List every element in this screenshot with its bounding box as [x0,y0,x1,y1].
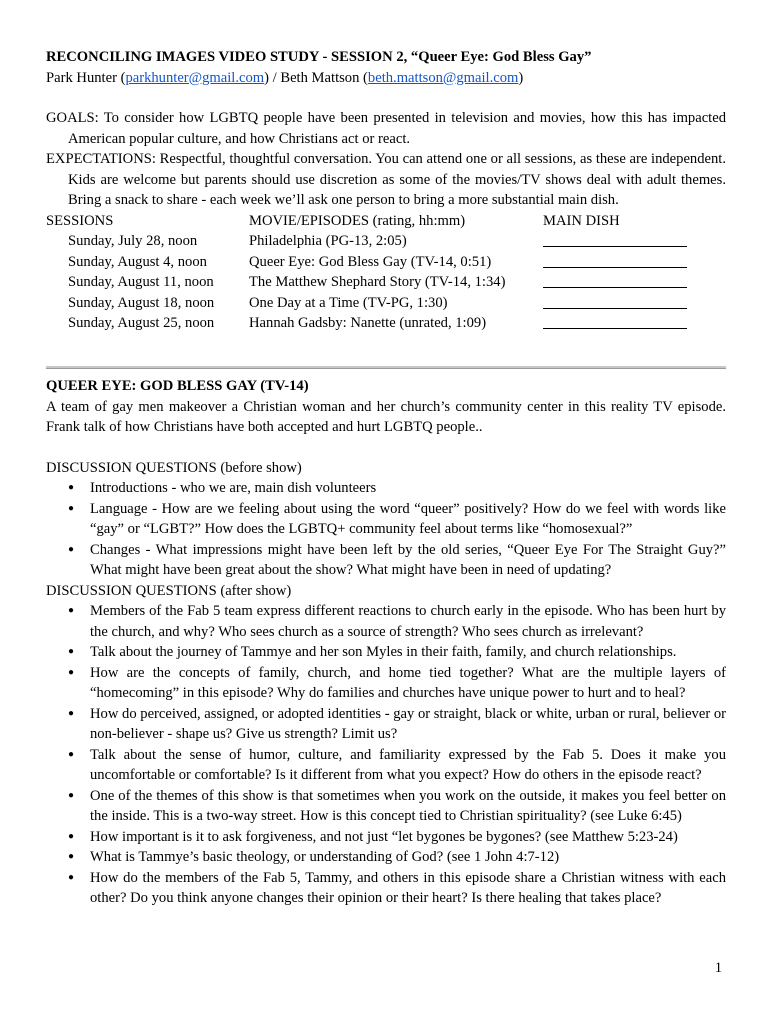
list-item: ● How are the concepts of family, church, and home tied together? What are the multiple layers of “homecoming” in this episode? Why do families and churches have unique power to hurt and to heal? [68,664,726,701]
episode-section [46,376,726,909]
session-date: Sunday, July 28, noon [68,233,198,249]
dish-blank-line[interactable] [543,328,687,329]
bullet-icon: ● [68,707,75,719]
session-movie: The Matthew Shephard Story (TV-14, 1:34) [249,274,506,290]
dish-blank-line[interactable] [543,308,687,309]
session-movie: Hannah Gadsby: Nanette (unrated, 1:09) [249,315,487,331]
before-questions-heading: DISCUSSION QUESTIONS (before show) [46,459,302,476]
session-movie: Philadelphia (PG-13, 2:05) [249,233,407,249]
bullet-icon: ● [68,482,75,493]
session-row [46,231,726,252]
dish-blank-line[interactable] [543,287,687,288]
after-questions-heading: DISCUSSION QUESTIONS (after show) [46,582,292,599]
session-date: Sunday, August 11, noon [68,274,214,290]
list-item: ● How important is it to ask forgiveness, and not just “let bygones be bygones? (see Matthew 5:23-24) [46,827,726,848]
list-item: ● Talk about the journey of Tammye and her son Myles in their faith, family, and church relationships. [46,642,726,663]
page-number: 1 [714,960,722,976]
horizontal-divider [46,366,726,369]
after-questions-list [46,601,726,909]
bullet-icon: ● [68,605,75,616]
bullet-icon: ● [68,646,75,657]
author-2: Beth Mattson [280,69,360,86]
sessions-header: SESSIONS [46,212,114,229]
episode-summary: A team of gay men makeover a Christian woman and her church’s community center in this reality TV episode. Frank talk of how Christians have both accepted and hurt LGBTQ people.. [46,398,726,435]
bullet-icon: ● [68,666,75,678]
session-date: Sunday, August 4, noon [68,253,207,270]
episode-heading: QUEER EYE: GOD BLESS GAY (TV-14) [46,378,309,394]
sessions-header-row [46,211,726,232]
author-1: Park Hunter [46,69,117,86]
list-item: ● Language - How are we feeling about using the word “queer” positively? How do we feel with words like “gay” or “LGBT?” How does the LGBTQ+ community feel about terms like “homosexual?” [68,500,726,537]
bullet-icon: ● [68,748,75,760]
sessions-table [46,211,726,334]
session-row [46,272,726,293]
page-title: RECONCILING IMAGES VIDEO STUDY - SESSION 2, “Queer Eye: God Bless Gay” [46,49,592,65]
bullet-icon: ● [68,871,75,883]
bullet-icon: ● [68,830,75,842]
movie-header: MOVIE/EPISODES (rating, hh:mm) [249,212,466,229]
bullet-icon: ● [68,851,75,862]
session-movie: One Day at a Time (TV-PG, 1:30) [249,294,448,311]
list-item: ● Introductions - who we are, main dish volunteers [46,478,726,499]
bullet-icon: ● [68,543,75,555]
session-date: Sunday, August 25, noon [68,315,215,331]
email-link-1[interactable]: parkhunter@gmail.com [125,69,265,86]
expectations-paragraph: EXPECTATIONS: Respectful, thoughtful conversation. You can attend one or all sessions, as these are independent. Kids are welcome but parents should use discretion as some of the movies/TV shows deal with adult themes. Bring a snack to share - each week we’ll ask one person to bring a more substantial main dish. [46,151,726,208]
bullet-icon: ● [68,502,75,514]
list-item: ● How do the members of the Fab 5, Tammy, and others in this episode share a Christian witness with each other? Do you think anyone changes their opinion or their heart? Is there healing that takes place? [68,869,726,906]
list-item: ● Changes - What impressions might have been left by the old series, “Queer Eye For The Straight Guy?” What might have been great about the show? What might have been in need of updating? [68,541,726,578]
document-page [46,47,726,334]
list-item: ● How do perceived, assigned, or adopted identities - gay or straight, black or white, urban or rural, believer or non-believer - shape us? Give us strength? Limit us? [68,705,726,742]
goals-paragraph: GOALS: To consider how LGBTQ people have been presented in television and movies, how this has impacted American popular culture, and how Christians act or react. [46,110,726,147]
session-movie: Queer Eye: God Bless Gay (TV-14, 0:51) [249,253,492,270]
bullet-icon: ● [68,789,75,801]
list-item: ● What is Tammye’s basic theology, or understanding of God? (see 1 John 4:7-12) [46,847,726,868]
authors-line: Park Hunter (parkhunter@gmail.com) / Beth Mattson (beth.mattson@gmail.com) [46,69,524,86]
dish-header: MAIN DISH [543,212,620,229]
session-row [46,293,726,314]
session-row [46,252,726,273]
dish-blank-line[interactable] [543,246,687,247]
email-link-2[interactable]: beth.mattson@gmail.com [367,69,519,86]
list-item: ● Talk about the sense of humor, culture, and familiarity expressed by the Fab 5. Does it make you uncomfortable or comfortable? Is it different from what you expect? How do others in the episode react? [68,746,726,783]
list-item: ● One of the themes of this show is that sometimes when you work on the outside, it makes you feel better on the inside. This is a two-way street. How is this concept tied to Christian spirituality? (see Luke 6:45) [68,787,726,824]
session-row [46,313,726,334]
dish-blank-line[interactable] [543,267,687,268]
session-date: Sunday, August 18, noon [68,294,215,311]
before-questions-list [46,478,726,581]
list-item: ● Members of the Fab 5 team express different reactions to church early in the episode. Who has been hurt by the church, and why? Who sees church as a source of strength? Who sees church as irrelevant? [68,603,726,640]
